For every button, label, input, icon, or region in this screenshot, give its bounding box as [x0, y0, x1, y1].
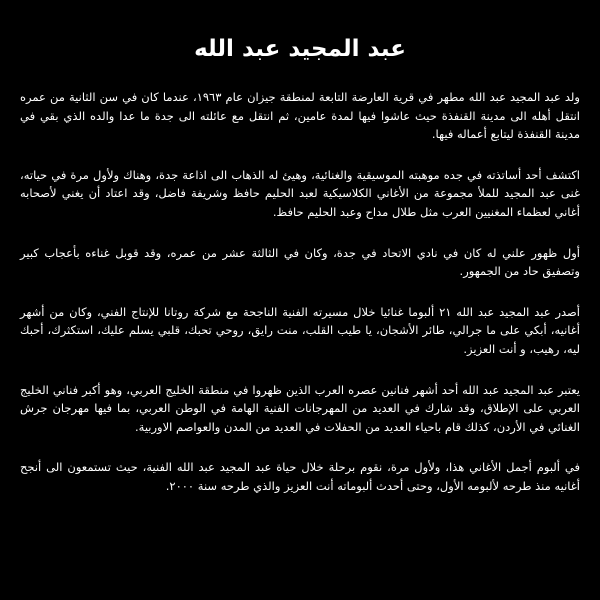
paragraph-album-intro: في ألبوم أجمل الأغاني هذا، ولأول مرة، نقوم برحلة خلال حياة عبد المجيد عبد الله الفنية، حيث تستمعون الى أنجح أغانيه منذ طرحه لألبومه الأول، وحتى أحدث ألبوماته أنت العزيز والذي طرحه سنة ٢٠٠٠. — [20, 460, 580, 493]
paragraph-discovery: اكتشف أحد أساتذته في جده موهبته الموسيقية والغنائية، وهيئ له الذهاب الى اذاعة جدة، وهناك ولأول مرة في حياته، غنى عبد المجيد للملأ مجموعة من الأغاني الكلاسيكية لعبد الحليم حافظ وشريفة فاضل، وقد اعتاد أن يغني لأصحابه أغاني لعظماء المغنيين العرب مثل طلال مداح وعبد الحليم حافظ. — [20, 167, 580, 219]
paragraph-first-appearance: أول ظهور علني له كان في نادي الاتحاد في جدة، وكان في الثالثة عشر من عمره، وقد قوبل غناءه بأعجاب كبير وتصفيق حاد من الجمهور. — [20, 245, 580, 279]
paragraph-birth: ولد عبد المجيد عبد الله مطهر في قرية العارضة التابعة لمنطقة جيزان عام ١٩٦٣، عندما كان في سن الثانية من عمره انتقل أهله الى مدينة القنفذة حيث عاشوا فيها لمدة عامين، ثم انتقل مع عائلته الى جدة ما عدا والده الذي بقي في مدينة القنفذة ليتابع أعماله فيها. — [20, 90, 580, 142]
paragraph-albums: أصدر عبد المجيد عبد الله ٢١ ألبوما غنائيا خلال مسيرته الفنية الناجحة مع شركة روتانا للإنتاج الفني، وكان من أشهر أغانيه، أبكي على ما جرالي، طائر الأشجان، يا طيب القلب، منت رايق، روحي تحبك، قلبي يسلم عليك، استكثرك، أحبك ليه، رهيب، و أنت العزيز. — [20, 304, 580, 356]
paragraph-fame: يعتبر عبد المجيد عبد الله أحد أشهر فنانين عصره العرب الذين ظهروا في منطقة الخليج العربي، وهو أكبر فناني الخليج العربي على الإطلاق، وقد شارك في العديد من المهرجانات الفنية الهامة في الوطن العربي، بما فيها مهرجان جرش الغنائي في الأردن، كذلك قام باحياء العديد من الحفلات في العديد من المدن والعواصم الاوربية. — [20, 382, 580, 434]
page-title: عبد المجيد عبد الله — [194, 36, 406, 62]
